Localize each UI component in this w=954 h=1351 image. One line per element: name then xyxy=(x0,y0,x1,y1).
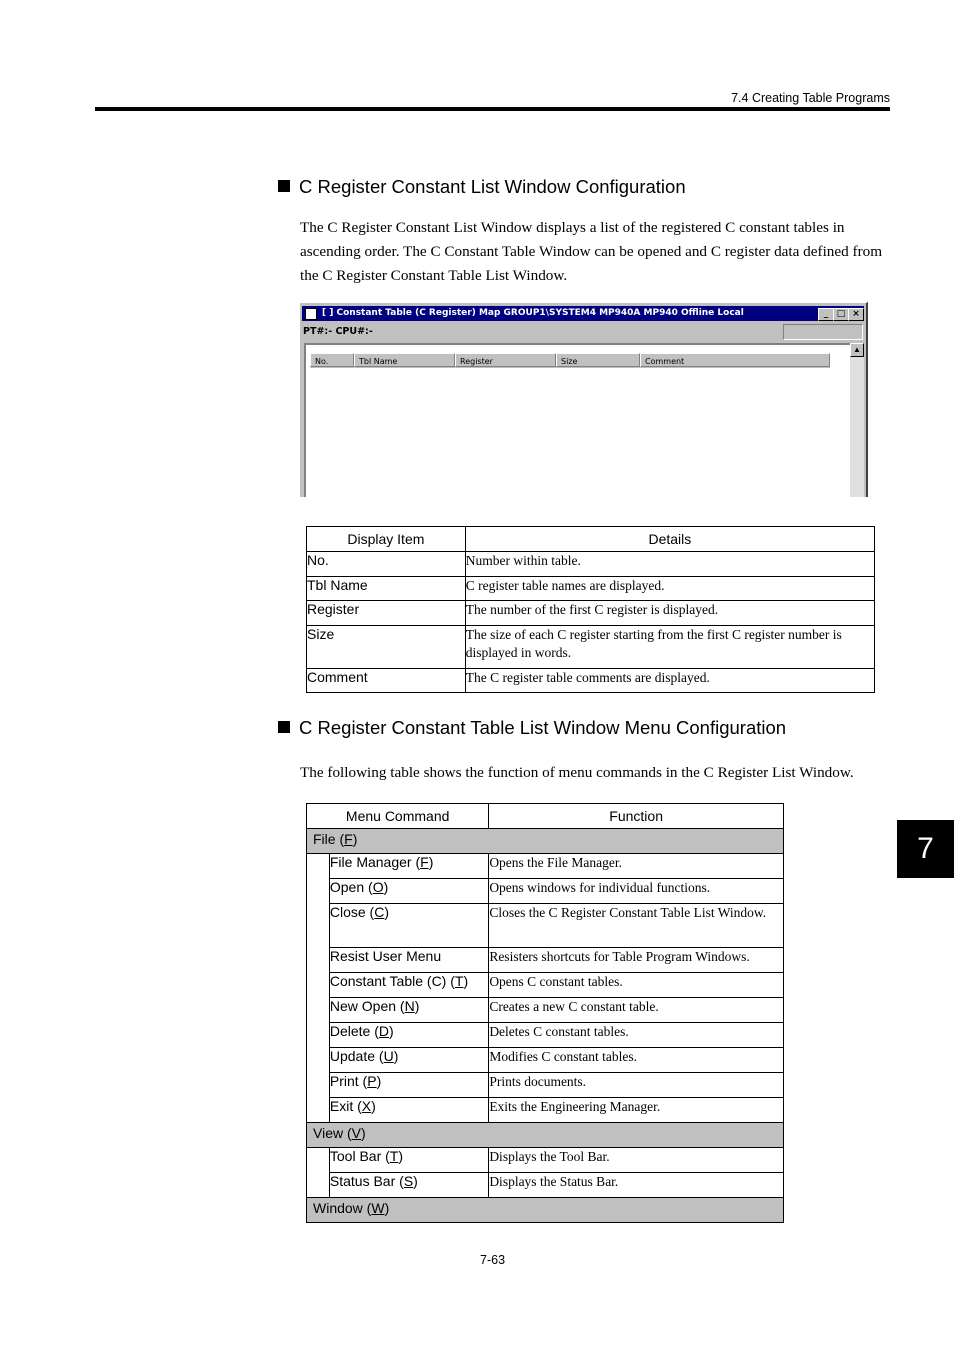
column-header-size[interactable]: Size xyxy=(556,353,640,367)
menu-function-cell: Opens C constant tables. xyxy=(489,973,784,998)
details-cell: The number of the first C register is displayed. xyxy=(465,601,874,626)
menu-command-cell[interactable]: Exit (X) xyxy=(329,1098,488,1123)
accelerator-key: F xyxy=(344,831,353,847)
window-title: [ ] Constant Table (C Register) Map GROUP1\SYSTEM4 MP940A MP940 Offline Local xyxy=(322,308,744,318)
menu-command-cell[interactable]: Print (P) xyxy=(329,1073,488,1098)
table-row xyxy=(307,577,875,601)
accelerator-key: T xyxy=(454,973,464,989)
menu-function-cell: Opens the File Manager. xyxy=(489,854,784,879)
accelerator-key: N xyxy=(404,998,415,1014)
details-cell: C register table names are displayed. xyxy=(465,577,874,601)
menu-command-cell[interactable]: New Open (N) xyxy=(329,998,488,1023)
menu-table-body xyxy=(307,829,784,1223)
table-header-display-item: Display Item xyxy=(307,527,466,552)
minimize-icon[interactable]: _ xyxy=(818,308,834,321)
page-number: 7-63 xyxy=(480,1253,506,1267)
chapter-tab: 7 xyxy=(897,820,954,878)
maximize-icon[interactable]: □ xyxy=(833,308,849,321)
menu-item-row xyxy=(307,1073,784,1098)
section-heading-window-configuration: C Register Constant List Window Configuration xyxy=(278,176,686,198)
menu-group-row xyxy=(307,1123,784,1148)
menu-command-cell[interactable]: Update (U) xyxy=(329,1048,488,1073)
menu-function-cell: Modifies C constant tables. xyxy=(489,1048,784,1073)
table-row xyxy=(307,601,875,626)
table-header-function: Function xyxy=(489,804,784,829)
table-header-menu-command: Menu Command xyxy=(307,804,489,829)
menu-command-cell[interactable]: Tool Bar (T) xyxy=(329,1148,488,1173)
menu-item-row xyxy=(307,973,784,998)
details-cell: The size of each C register starting from the first C register number is displayed in words. xyxy=(465,626,874,669)
column-header-tbl-name[interactable]: Tbl Name xyxy=(354,353,455,367)
accelerator-key: W xyxy=(371,1200,385,1216)
menu-command-cell[interactable]: Resist User Menu xyxy=(329,948,488,973)
details-cell: Number within table. xyxy=(465,552,874,577)
accelerator-key: C xyxy=(374,904,385,920)
running-header: 7.4 Creating Table Programs xyxy=(731,91,890,105)
menu-function-cell: Opens windows for individual functions. xyxy=(489,879,784,904)
window-title-bar xyxy=(302,306,864,321)
accelerator-key: U xyxy=(383,1048,394,1064)
table-row xyxy=(307,669,875,693)
details-cell: The C register table comments are displayed. xyxy=(465,669,874,693)
menu-item-row xyxy=(307,854,784,879)
column-header-register[interactable]: Register xyxy=(455,353,556,367)
menu-group-row xyxy=(307,829,784,854)
menu-function-cell: Displays the Tool Bar. xyxy=(489,1148,784,1173)
square-bullet-icon xyxy=(278,721,290,733)
menu-command-cell[interactable]: Constant Table (C) (T) xyxy=(329,973,488,998)
accelerator-key: X xyxy=(361,1098,372,1114)
column-header-no[interactable]: No. xyxy=(310,353,354,367)
column-header-comment[interactable]: Comment xyxy=(640,353,830,367)
menu-group-label[interactable]: File (F) xyxy=(307,829,784,854)
section-paragraph-menu-configuration: The following table shows the function of menu commands in the C Register List Window. xyxy=(300,764,854,781)
header-rule xyxy=(95,107,890,111)
menu-item-row xyxy=(307,1023,784,1048)
menu-group-label[interactable]: Window (W) xyxy=(307,1198,784,1223)
menu-item-row xyxy=(307,904,784,948)
menu-function-cell: Displays the Status Bar. xyxy=(489,1173,784,1198)
menu-item-row xyxy=(307,879,784,904)
accelerator-key: P xyxy=(367,1073,377,1089)
section-heading-menu-configuration: C Register Constant Table List Window Menu Configuration xyxy=(278,717,786,739)
display-item-table xyxy=(306,526,875,693)
menu-command-cell[interactable]: Open (O) xyxy=(329,879,488,904)
list-column-headers xyxy=(310,353,830,368)
accelerator-key: T xyxy=(389,1148,399,1164)
table-row xyxy=(307,552,875,577)
table-header-details: Details xyxy=(465,527,874,552)
menu-function-cell: Deletes C constant tables. xyxy=(489,1023,784,1048)
display-item-cell: Size xyxy=(307,626,466,669)
menu-item-row xyxy=(307,1173,784,1198)
window-screenshot xyxy=(299,302,868,497)
menu-item-row xyxy=(307,948,784,973)
menu-command-cell[interactable]: File Manager (F) xyxy=(329,854,488,879)
menu-item-row xyxy=(307,998,784,1023)
menu-item-row xyxy=(307,1148,784,1173)
accelerator-key: D xyxy=(378,1023,390,1039)
indent-cell xyxy=(307,854,330,1123)
table-list-view[interactable] xyxy=(304,343,852,497)
menu-command-cell[interactable]: Close (C) xyxy=(329,904,488,948)
menu-function-cell: Creates a new C constant table. xyxy=(489,998,784,1023)
menu-group-row xyxy=(307,1198,784,1223)
display-item-cell: Tbl Name xyxy=(307,577,466,601)
window-system-icon[interactable] xyxy=(305,308,317,320)
accelerator-key: S xyxy=(403,1173,414,1189)
menu-command-table xyxy=(306,803,784,1223)
display-item-cell: Comment xyxy=(307,669,466,693)
window-status-line: PT#:- CPU#:- xyxy=(303,326,373,337)
accelerator-key: V xyxy=(351,1125,361,1141)
section-paragraph-window-configuration: The C Register Constant List Window displays a list of the registered C constant tables in ascending order. The C Constant Table Window can be opened and C register data defined from the C Register Constant Table List Window. xyxy=(300,219,883,284)
menu-function-cell: Closes the C Register Constant Table List Window. xyxy=(489,904,784,948)
table-row xyxy=(307,626,875,669)
indent-cell xyxy=(307,1148,330,1198)
menu-function-cell: Exits the Engineering Manager. xyxy=(489,1098,784,1123)
close-icon[interactable]: × xyxy=(848,308,864,321)
menu-command-cell[interactable]: Status Bar (S) xyxy=(329,1173,488,1198)
menu-group-label[interactable]: View (V) xyxy=(307,1123,784,1148)
accelerator-key: F xyxy=(420,854,429,870)
menu-function-cell: Prints documents. xyxy=(489,1073,784,1098)
accelerator-key: O xyxy=(372,879,384,895)
display-item-cell: Register xyxy=(307,601,466,626)
display-item-cell: No. xyxy=(307,552,466,577)
menu-function-cell: Resisters shortcuts for Table Program Windows. xyxy=(489,948,784,973)
menu-command-cell[interactable]: Delete (D) xyxy=(329,1023,488,1048)
scroll-up-arrow-icon[interactable]: ▲ xyxy=(850,343,864,357)
square-bullet-icon xyxy=(278,180,290,192)
menu-item-row xyxy=(307,1098,784,1123)
window-status-box xyxy=(783,324,863,340)
vertical-scrollbar[interactable] xyxy=(850,343,864,497)
menu-item-row xyxy=(307,1048,784,1073)
